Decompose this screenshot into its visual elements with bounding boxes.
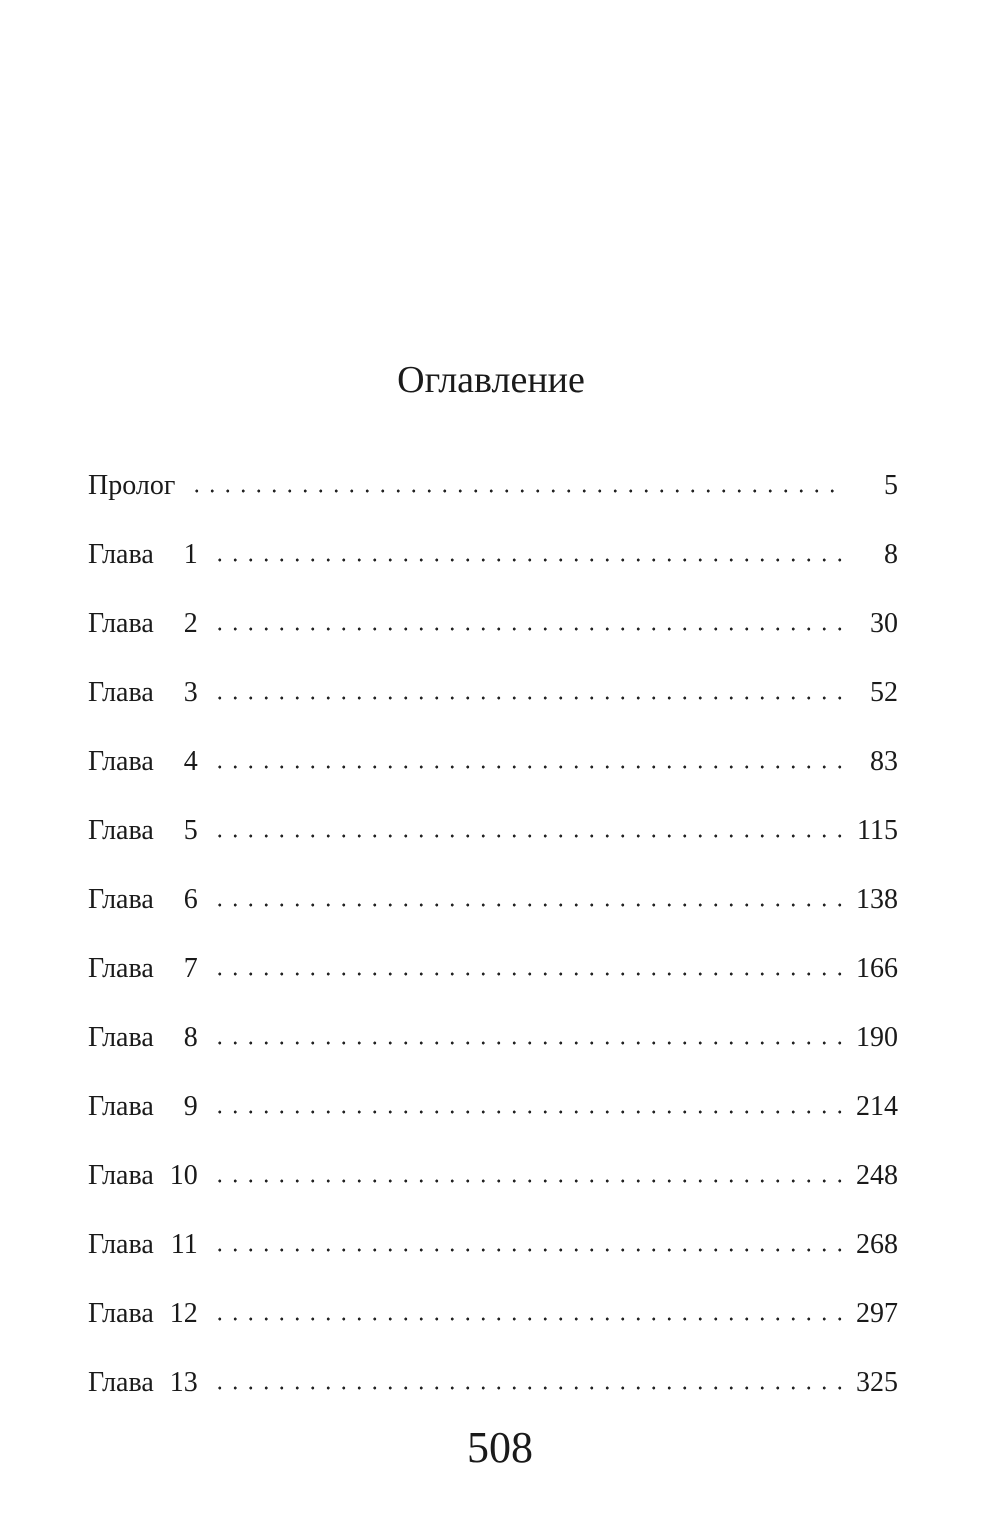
entry-label: Глава 7 [88,953,198,984]
chapter-number: 4 [183,746,198,777]
dot-leader [212,833,842,839]
entry-label: Пролог [88,470,176,501]
toc-entry[interactable] [88,1091,898,1160]
toc-entry[interactable] [88,953,898,1022]
entry-page: 166 [856,953,898,984]
toc-entry[interactable] [88,1160,898,1229]
chapter-number: 13 [169,1367,198,1398]
entry-label: Глава 3 [88,677,198,708]
dot-leader [212,764,842,770]
entry-label: Глава 4 [88,746,198,777]
toc-entry[interactable] [88,608,898,677]
dot-leader [212,1178,842,1184]
entry-page: 325 [856,1367,898,1398]
toc-entry[interactable] [88,884,898,953]
table-of-contents [88,470,898,1436]
entry-page: 268 [856,1229,898,1260]
page-title: Оглавление [397,359,585,401]
entry-page: 214 [856,1091,898,1122]
entry-label: Глава 1 [88,539,198,570]
entry-label: Глава 12 [88,1298,198,1329]
toc-entry[interactable] [88,677,898,746]
entry-page: 30 [870,608,898,639]
chapter-number: 3 [183,677,198,708]
chapter-number: 10 [169,1160,198,1191]
entry-page: 115 [857,815,898,846]
chapter-number: 6 [183,884,198,915]
entry-page: 248 [856,1160,898,1191]
entry-label: Глава 11 [88,1229,198,1260]
chapter-number: 9 [183,1091,198,1122]
chapter-number: 12 [169,1298,198,1329]
dot-leader [189,488,842,494]
dot-leader [212,1109,842,1115]
entry-page: 8 [884,539,898,570]
entry-page: 52 [870,677,898,708]
toc-entry[interactable] [88,1298,898,1367]
entry-label: Глава 5 [88,815,198,846]
dot-leader [212,695,842,701]
entry-page: 190 [856,1022,898,1053]
dot-leader [212,557,842,563]
entry-page: 297 [856,1298,898,1329]
toc-entry[interactable] [88,746,898,815]
chapter-number: 7 [183,953,198,984]
dot-leader [212,902,842,908]
toc-entry[interactable] [88,1229,898,1298]
entry-page: 83 [870,746,898,777]
dot-leader [212,626,842,632]
entry-page: 5 [884,470,898,501]
chapter-number: 2 [183,608,198,639]
entry-label: Глава 2 [88,608,198,639]
dot-leader [212,1040,842,1046]
entry-label: Глава 10 [88,1160,198,1191]
chapter-number: 8 [183,1022,198,1053]
dot-leader [212,971,842,977]
entry-label: Глава 9 [88,1091,198,1122]
chapter-number: 11 [170,1229,198,1260]
toc-entry[interactable] [88,815,898,884]
chapter-number: 1 [183,539,198,570]
dot-leader [212,1385,842,1391]
toc-entry[interactable] [88,539,898,608]
page-number: 508 [467,1423,533,1472]
toc-entry[interactable] [88,470,898,539]
entry-label: Глава 8 [88,1022,198,1053]
dot-leader [212,1316,842,1322]
entry-label: Глава 6 [88,884,198,915]
entry-label: Глава 13 [88,1367,198,1398]
chapter-number: 5 [183,815,198,846]
toc-entry[interactable] [88,1022,898,1091]
entry-page: 138 [856,884,898,915]
dot-leader [212,1247,842,1253]
